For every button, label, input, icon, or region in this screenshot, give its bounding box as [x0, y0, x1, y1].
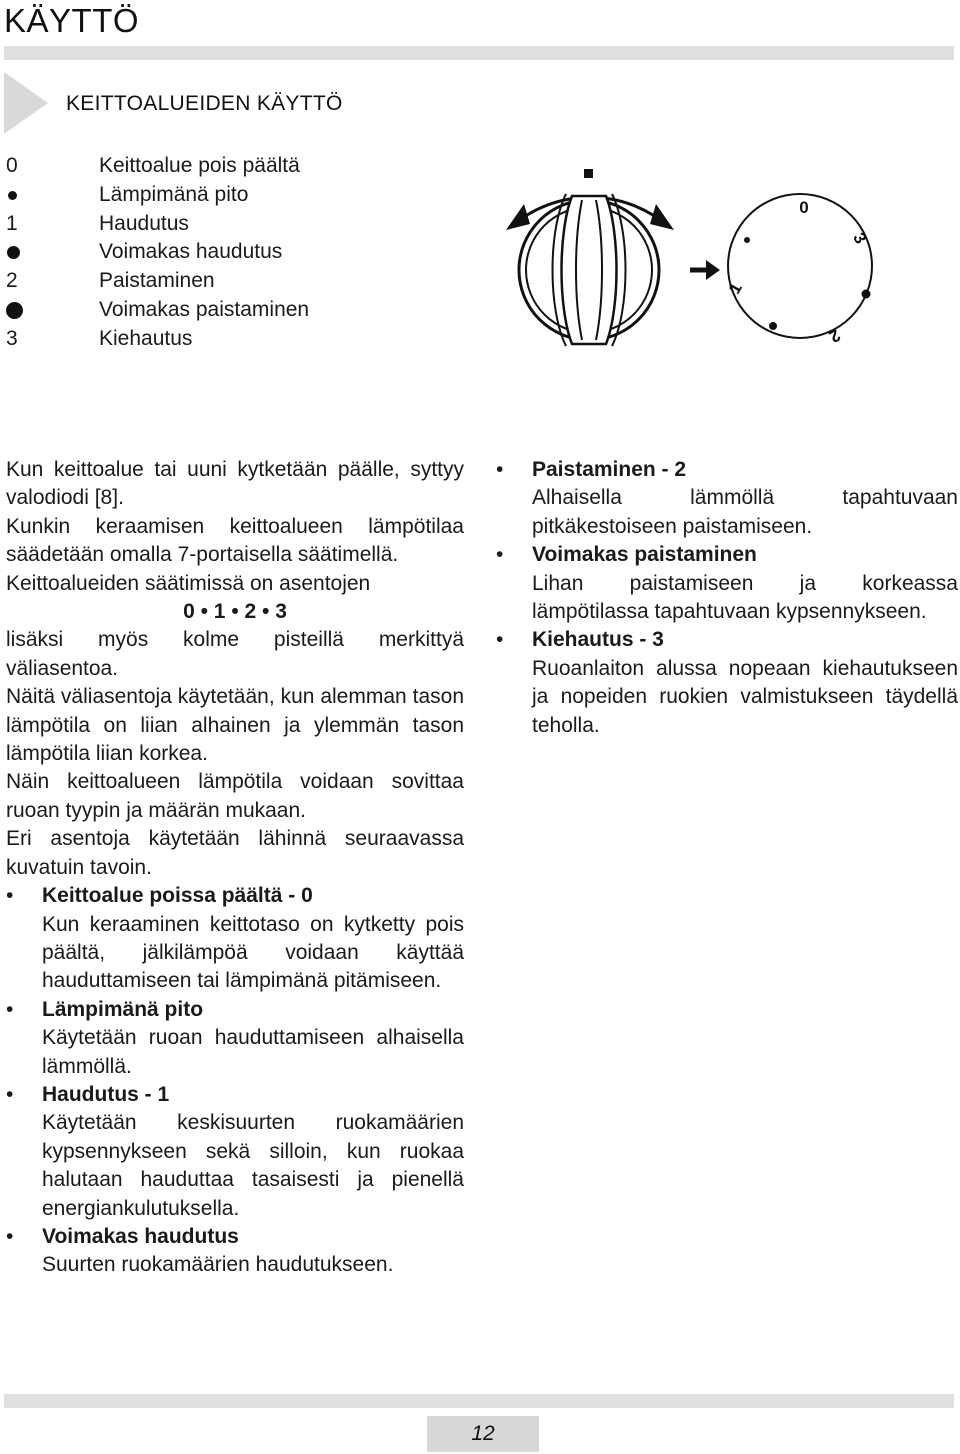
legend-key: 1: [6, 211, 18, 235]
bullet-title: Lämpimänä pito: [42, 997, 204, 1021]
bullet-title: Haudutus - 1: [42, 1082, 170, 1106]
bullet-text: Suurten ruokamäärien haudutukseen.: [42, 1253, 394, 1277]
position-sequence: 0 • 1 • 2 • 3: [183, 600, 287, 624]
bullet-title: Voimakas haudutus: [42, 1224, 239, 1248]
legend-label: Haudutus: [99, 211, 189, 235]
bullet-text: Alhaisella lämmöllä tapahtuvaan pitkäkestoiseen paistamiseen.: [532, 486, 958, 538]
bullet-item: [6, 996, 464, 1081]
knob-icon: [519, 194, 659, 346]
legend-label: Lämpimänä pito: [99, 182, 249, 206]
direction-arrow-icon: [690, 260, 720, 280]
dial-label: 3: [849, 229, 871, 248]
dial-dot-icon: [862, 290, 871, 299]
section-arrow-icon: [4, 72, 48, 134]
bullet-item: [6, 1223, 464, 1280]
bullet-item: [496, 626, 958, 740]
bullet-icon: •: [6, 997, 14, 1021]
legend-row: [6, 152, 366, 181]
bullet-title: Voimakas paistaminen: [532, 543, 757, 567]
legend-row: [6, 238, 366, 267]
legend-label: Paistaminen: [99, 269, 215, 293]
bullet-title: Keittoalue poissa päältä - 0: [42, 884, 313, 908]
bullet-text: Ruoanlaiton alussa nopeaan kiehautukseen ja nopeiden ruokien valmistukseen täydellä teholla.: [532, 656, 958, 737]
legend-row: [6, 267, 366, 296]
paragraph: lisäksi myös kolme pisteillä merkittyä väliasentoa.: [6, 628, 464, 680]
setting-legend: [6, 152, 366, 354]
bullet-title: Kiehautus - 3: [532, 628, 664, 652]
legend-label: Keittoalue pois päältä: [99, 154, 300, 177]
knob-position-mark-icon: [584, 169, 593, 178]
dial-label: 1: [724, 279, 746, 298]
legend-row: [6, 210, 366, 239]
bullet-item: [6, 1081, 464, 1223]
bullet-icon: •: [496, 458, 504, 481]
bullet-item: [496, 541, 958, 626]
bullet-icon: •: [6, 884, 14, 908]
legend-label: Voimakas paistaminen: [99, 297, 310, 321]
title-rule: [4, 46, 954, 60]
bullet-text: Lihan paistamiseen ja korkeassa lämpötilassa tapahtuvaan kypsennykseen.: [532, 571, 958, 624]
page-number-box: [427, 1416, 539, 1452]
legend-key: 3: [6, 326, 18, 350]
legend-key: 0: [6, 154, 18, 177]
bullet-text: Käytetään keskisuurten ruokamäärien kypsennykseen sekä silloin, kun ruokaa halutaan hauduttaa tasaisesti ja pienellä energiankulutuksella.: [42, 1111, 464, 1220]
dial-label: 0: [799, 198, 809, 217]
paragraph: Näitä väliasentoja käytetään, kun alemman tason lämpötila on liian alhainen ja ylemmän tason lämpötila liian korkea.: [6, 685, 464, 766]
legend-row: [6, 181, 366, 210]
paragraph: Keittoalueiden säätimissä on asentojen: [6, 571, 371, 595]
small-dot-icon: [8, 191, 17, 200]
page-title: KÄYTTÖ: [4, 2, 140, 39]
footer-rule: [4, 1394, 954, 1408]
section-title: KEITTOALUEIDEN KÄYTTÖ: [66, 92, 343, 115]
paragraph: Kun keittoalue tai uuni kytketään päälle, syttyy valodiodi [8].: [6, 458, 464, 510]
dial-label: 2: [825, 325, 844, 347]
paragraph: Kunkin keraamisen keittoalueen lämpötilaa säädetään omalla 7-portaisella säätimellä.: [6, 514, 464, 567]
dial-dot-icon: [769, 322, 777, 330]
paragraph: Näin keittoalueen lämpötila voidaan sovittaa ruoan tyypin ja määrän mukaan.: [6, 770, 464, 822]
legend-key-dot-medium: [6, 238, 86, 267]
bullet-text: Kun keraaminen keittotaso on kytketty pois päältä, jälkilämpöä voidaan käyttää hauduttamiseen tai lämpimänä pitämiseen.: [42, 912, 464, 993]
bullet-text: Käytetään ruoan hauduttamiseen alhaisella lämmöllä.: [42, 1026, 464, 1078]
dial-dot-icon: [744, 237, 750, 243]
legend-row: [6, 325, 366, 354]
bullet-icon: •: [496, 543, 504, 567]
bullet-item: [6, 882, 464, 996]
knob-illustration: [490, 160, 960, 370]
left-column: [6, 456, 464, 1280]
bullet-item: [496, 456, 958, 541]
legend-label: Voimakas haudutus: [99, 240, 283, 264]
large-dot-icon: [6, 302, 23, 319]
legend-key: 2: [6, 269, 18, 293]
bullet-icon: •: [496, 628, 504, 652]
page-number: 12: [471, 1422, 495, 1445]
right-column: [496, 456, 958, 740]
paragraph: Eri asentoja käytetään lähinnä seuraavassa kuvatuin tavoin.: [6, 827, 464, 879]
legend-label: Kiehautus: [99, 326, 193, 350]
legend-key-dot-large: [6, 296, 86, 325]
bullet-title: Paistaminen - 2: [532, 458, 687, 481]
bullet-icon: •: [6, 1224, 14, 1248]
bullet-icon: •: [6, 1082, 14, 1106]
legend-row: [6, 296, 366, 325]
legend-key-dot-small: [6, 181, 86, 210]
medium-dot-icon: [7, 246, 20, 259]
